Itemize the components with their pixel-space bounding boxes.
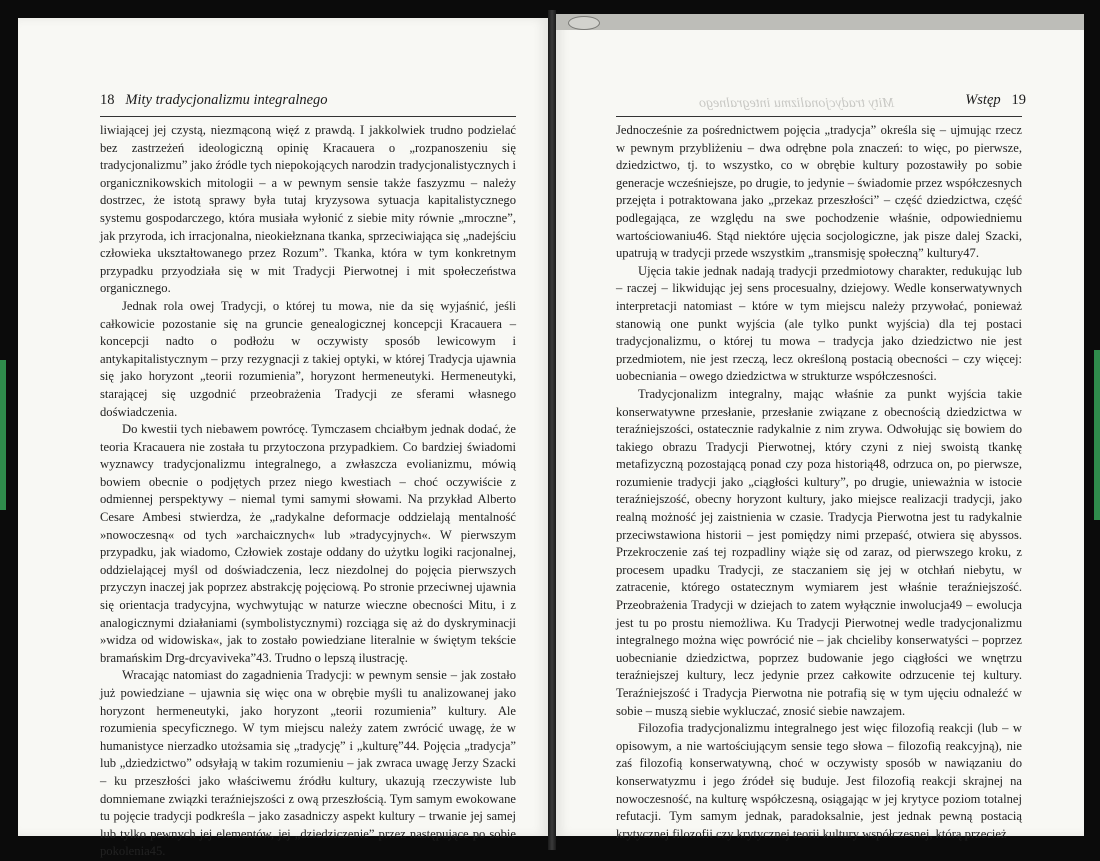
left-page [18,18,548,859]
running-title: Wstęp [965,92,1001,108]
paragraph: Jednocześnie za pośrednictwem pojęcia „tradycja” określa się – ujmując rzecz w pewnym przybliżeniu – dwa odrębne pola znaczeń: to więc, po pierwsze, dziedzictwo, tj. to wszystko, co w obrębie kultury pozostawiły po sobie generacje wcześniejsze, po drugie, to jedynie – świadomie przez współczesnych przejęta i potraktowana jako „przekaz przeszłości” – część dziedzictwa, część podlegająca, ze względu na swe pochodzenie właśnie, odpowiedniemu wartościowaniu46. Stąd niektóre ujęcia socjologiczne, jak pisze dalej Szacki, upatrują w tradycji przede wszystkim „transmisję społeczną” kultury47. [616,123,1022,261]
running-title: Mity tradycjonalizmu integralnego [125,92,328,108]
paragraph: Jednak rola owej Tradycji, o której tu mowa, nie da się wyjaśnić, jeśli całkowicie pozostanie się na gruncie genealogicznej koncepcji Kracauera – koncepcji nadto o podłożu w oczywisty sposób lewicowym i antykapitalistycznym – przy rezygnacji z takiej optyki, w której Tradycja ujawnia się jako horyzont „teorii rozumienia”, horyzont hermeneutyki. Hermeneutyki, starającej się uzgodnić przeobrażenia Tradycji ze sferami własnego doświadczenia. [100,298,516,419]
left-body-text [100,122,516,861]
right-body-text [616,122,1022,843]
right-running-head [965,92,1026,109]
paragraph: Wracając natomiast do zagadnienia Tradycji: w pewnym sensie – jak zostało już powiedziane – ujawnia się więc ona w obrębie myśli tu analizowanej jako horyzont hermeneutyki, jako horyzont „teorii rozumienia” kultury. Ale rozumienia specyficznego. W tym miejscu należy zatem zwrócić uwagę, że w humanistyce nierzadko utożsamia się „tradycję” i „kulturę”44. Pojęcia „tradycja” lub „dziedzictwo” odsyłają w takim rozumieniu – jak zwraca uwagę Jerzy Szacki – ku przeszłości jako właściwemu źródłu kultury, ukazują rzeczywiste lub domniemane związki teraźniejszości z ową przeszłością. Tym samym ewokowane tu pojęcie tradycji podkreśla – jako zasadniczy aspekt kultury – trwanie jej samej lub tylko pewnych jej elementów, jej „dziedziczenie” przez następujące po sobie pokolenia45. [100,668,516,859]
paragraph: Filozofia tradycjonalizmu integralnego jest więc filozofią reakcji (lub – w opisowym, a nie wartościującym sensie tego słowa – filozofią reakcyjną), nie zaś filozofią konserwatywną, choć w oczywisty sposób w nawiązaniu do konserwatyzmu i jego źródeł się buduje. Jest filozofią reakcji skrajnej na nowoczesność, na kulturę współczesną, osiągając w jej krytyce poziom totalnej refutacji. Tym samym jednak, paradoksalnie, jest jednak pewną postacią krytycznej filozofii czy krytycznej teorii kultury współczesnej, którą przecież [616,721,1022,841]
right-edge-marker [1094,350,1100,520]
stamp-mark [568,16,600,30]
left-running-head [100,92,328,109]
page-number: 19 [1011,92,1026,108]
right-page [556,18,1084,841]
paragraph: liwiającej jej czystą, niezmąconą więź z prawdą. I jakkolwiek trudno podzielać bez zastrzeżeń ideologiczną opinię Kracauera o „rozpanoszeniu się tradycjonalizmu” jako źródle tych niepokojących narodzin tradycjonalistycznych i organicznikowskich mitologii – a w pewnym sensie także faszyzmu – należy dostrzec, że istotą sprawy była tutaj kryzysowa sytuacja kapitalistycznego systemu gospodarczego, która musiała wyłonić z siebie mity równie „mroczne”, jak przyroda, ich irracjonalna, nieokiełznana tkanka, sprzeciwiająca się „nadejściu człowieka ukształtowanego przez Rozum”. Tkanka, która w tym konkretnym przypadku przyodziała się w mit Tradycji Pierwotnej i mit społeczeństwa organicznego. [100,123,516,296]
header-rule [100,116,516,117]
header-rule [616,116,1022,117]
paragraph: Ujęcia takie jednak nadają tradycji przedmiotowy charakter, redukując lub – raczej – likwidując jej sens procesualny, dziejowy. Wedle konserwatywnych interpretacji natomiast – które w tym miejscu należy przywołać, ponieważ stanowią one punkt wyjścia (ale tylko punkt wyjścia) dla tej postaci tradycjonalizmu, o której tu mowa – tradycja jako dziedzictwo nie jest przedmiotem, nie jest rzeczą, lecz określoną postacią obecności – czy więcej: uobecniania – owego dziedzictwa w strukturze współczesności. [616,263,1022,384]
paragraph: Tradycjonalizm integralny, mając właśnie za punkt wyjścia takie konserwatywne przesłanie, przesłanie związane z obecnością dziedzictwa w teraźniejszości, ostatecznie radykalnie z nim zrywa. Odwołując się bowiem do takiego obrazu Tradycji Pierwotnej, który czyni z niej swoistą tkankę metafizyczną pozostającą ponad czy poza historią48, odrzuca on, po pierwsze, rozumienie tradycji jako „ciągłości kultury”, po drugie, unieważnia w istocie teraźniejszość, obecny horyzont kultury, jako miejsce realizacji tradycji, jako realną możność jej zaistnienia w czasie. Tradycja Pierwotna jest tu radykalnie przeciwstawiona historii – jest pomiędzy nimi przepaść, otwiera się abyssos. Przekroczenie zaś tej rozpadliny wiąże się od zaraz, od pierwszego kroku, z procesem upadku Tradycji, ze staczaniem się jej w otchłań niebytu, w zatracenie, którego ostatecznym wymiarem jest właśnie teraźniejszość. Przeobrażenia Tradycji w dziejach to zatem wyłącznie inwolucja49 – ewolucja jest tu po prostu niemożliwa. Ku Tradycji Pierwotnej wedle tradycjonalizmu integralnego można więc powrócić nie – jak chcieliby konserwatyści – poprzez uobecnianie dziedzictwa, poprzez budowanie jego ciągłości we wnętrzu teraźniejszej kultury, lecz jedynie przez całkowite odrzucenie tej kultury. Teraźniejszość i Tradycja Pierwotna nie potrafią się w tym ujęciu odnaleźć w sobie – muszą siebie wykluczać, znosić siebie nawzajem. [616,386,1022,718]
show-through-text: Mity tradycjonalizmu integralnego [698,96,894,111]
paragraph: Do kwestii tych niebawem powrócę. Tymczasem chciałbym jednak dodać, że teoria Kracauera nie została tu przytoczona przypadkiem. Co bardziej świadomi wyznawcy tradycjonalizmu integralnego, a zwłaszcza evolianizmu, mówią bowiem obecnie o podjętych przez niego kwestiach – choć oczywiście z odmiennej perspektywy – niemal tymi samymi słowami. Na przykład Alberto Cesare Ambesi stwierdza, że „radykalne deformacje oddzielają mentalność »nowoczesną« od tych »archaicznych« lub »tradycyjnych«. W pierwszym przypadku, jak wiadomo, Człowiek zostaje oddany do użytku logiki racjonalnej, oddzielającej myśl od doświadczenia, lecz niezdolnej do pojęcia pierwszych przyczyn inaczej jak poprzez abstrakcję pojęciową. Po stronie przeciwnej ujawnia się orientacja tradycyjna, wychwytując w naturze wieczne obecności Mitu, i z analogicznymi działaniami (symbolistycznymi) rozciąga się aż do dyskryminacji »widza od widowiska«, jak to zostało powiedziane literalnie w świętym tekście bramańskim Drg-drcyaviveka”43. Trudno o lepszą ilustrację. [100,422,516,665]
page-number: 18 [100,92,115,108]
left-edge-marker [0,360,6,510]
book-gutter [548,10,556,850]
page-top-strip [556,14,1084,30]
